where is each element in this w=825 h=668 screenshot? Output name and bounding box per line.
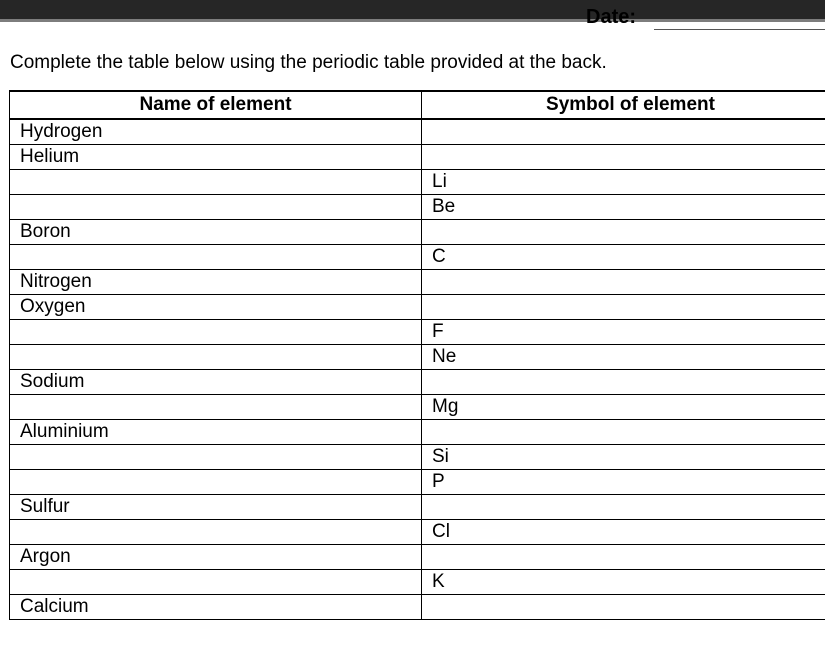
element-symbol-cell[interactable]: Ne xyxy=(422,345,825,370)
element-symbol-cell[interactable] xyxy=(422,495,825,520)
element-name-cell[interactable]: Boron xyxy=(10,220,422,245)
element-symbol-cell[interactable] xyxy=(422,145,825,170)
table-row xyxy=(10,595,825,620)
element-symbol-cell[interactable] xyxy=(422,420,825,445)
table-row xyxy=(10,270,825,295)
table-row xyxy=(10,445,825,470)
element-symbol-cell[interactable] xyxy=(422,119,825,145)
table-row xyxy=(10,495,825,520)
table-row xyxy=(10,470,825,495)
column-header-name: Name of element xyxy=(10,91,422,119)
table-row xyxy=(10,195,825,220)
table-row xyxy=(10,395,825,420)
table-row xyxy=(10,520,825,545)
element-name-cell[interactable]: Sodium xyxy=(10,370,422,395)
table-row xyxy=(10,220,825,245)
element-symbol-cell[interactable] xyxy=(422,370,825,395)
date-label-text: Date: xyxy=(586,6,637,28)
table-row xyxy=(10,345,825,370)
element-symbol-cell[interactable]: Li xyxy=(422,170,825,195)
element-symbol-cell[interactable]: Si xyxy=(422,445,825,470)
table-row xyxy=(10,170,825,195)
table-row xyxy=(10,420,825,445)
element-name-cell[interactable]: Aluminium xyxy=(10,420,422,445)
top-dark-bar xyxy=(0,0,825,19)
element-name-cell[interactable]: Nitrogen xyxy=(10,270,422,295)
element-symbol-cell[interactable]: Cl xyxy=(422,520,825,545)
element-name-cell[interactable]: Hydrogen xyxy=(10,119,422,145)
element-name-cell[interactable] xyxy=(10,195,422,220)
table-row xyxy=(10,570,825,595)
element-symbol-cell[interactable]: K xyxy=(422,570,825,595)
element-symbol-cell[interactable]: C xyxy=(422,245,825,270)
element-name-cell[interactable] xyxy=(10,170,422,195)
element-symbol-cell[interactable]: P xyxy=(422,470,825,495)
element-name-cell[interactable] xyxy=(10,520,422,545)
table-row xyxy=(10,119,825,145)
table-body xyxy=(10,119,825,620)
element-symbol-cell[interactable] xyxy=(422,220,825,245)
instructions-text: Complete the table below using the periodic table provided at the back. xyxy=(10,52,607,73)
element-name-cell[interactable] xyxy=(10,245,422,270)
element-symbol-cell[interactable] xyxy=(422,295,825,320)
elements-table xyxy=(9,90,825,620)
table-row xyxy=(10,320,825,345)
element-name-cell[interactable]: Argon xyxy=(10,545,422,570)
element-symbol-cell[interactable]: Be xyxy=(422,195,825,220)
element-symbol-cell[interactable] xyxy=(422,270,825,295)
element-name-cell[interactable] xyxy=(10,320,422,345)
column-header-symbol: Symbol of element xyxy=(422,91,825,119)
element-symbol-cell[interactable]: F xyxy=(422,320,825,345)
table-header-row xyxy=(10,91,825,119)
element-name-cell[interactable] xyxy=(10,345,422,370)
table-row xyxy=(10,295,825,320)
top-bar-edge xyxy=(0,19,825,22)
element-name-cell[interactable]: Calcium xyxy=(10,595,422,620)
element-name-cell[interactable]: Helium xyxy=(10,145,422,170)
table-row xyxy=(10,370,825,395)
element-symbol-cell[interactable] xyxy=(422,595,825,620)
element-name-cell[interactable] xyxy=(10,445,422,470)
date-label xyxy=(586,0,636,30)
table-row xyxy=(10,245,825,270)
element-name-cell[interactable] xyxy=(10,395,422,420)
element-symbol-cell[interactable]: Mg xyxy=(422,395,825,420)
element-symbol-cell[interactable] xyxy=(422,545,825,570)
element-name-cell[interactable] xyxy=(10,570,422,595)
table-row xyxy=(10,145,825,170)
date-blank-line xyxy=(654,29,825,30)
table-row xyxy=(10,545,825,570)
element-name-cell[interactable] xyxy=(10,470,422,495)
element-name-cell[interactable]: Oxygen xyxy=(10,295,422,320)
element-name-cell[interactable]: Sulfur xyxy=(10,495,422,520)
